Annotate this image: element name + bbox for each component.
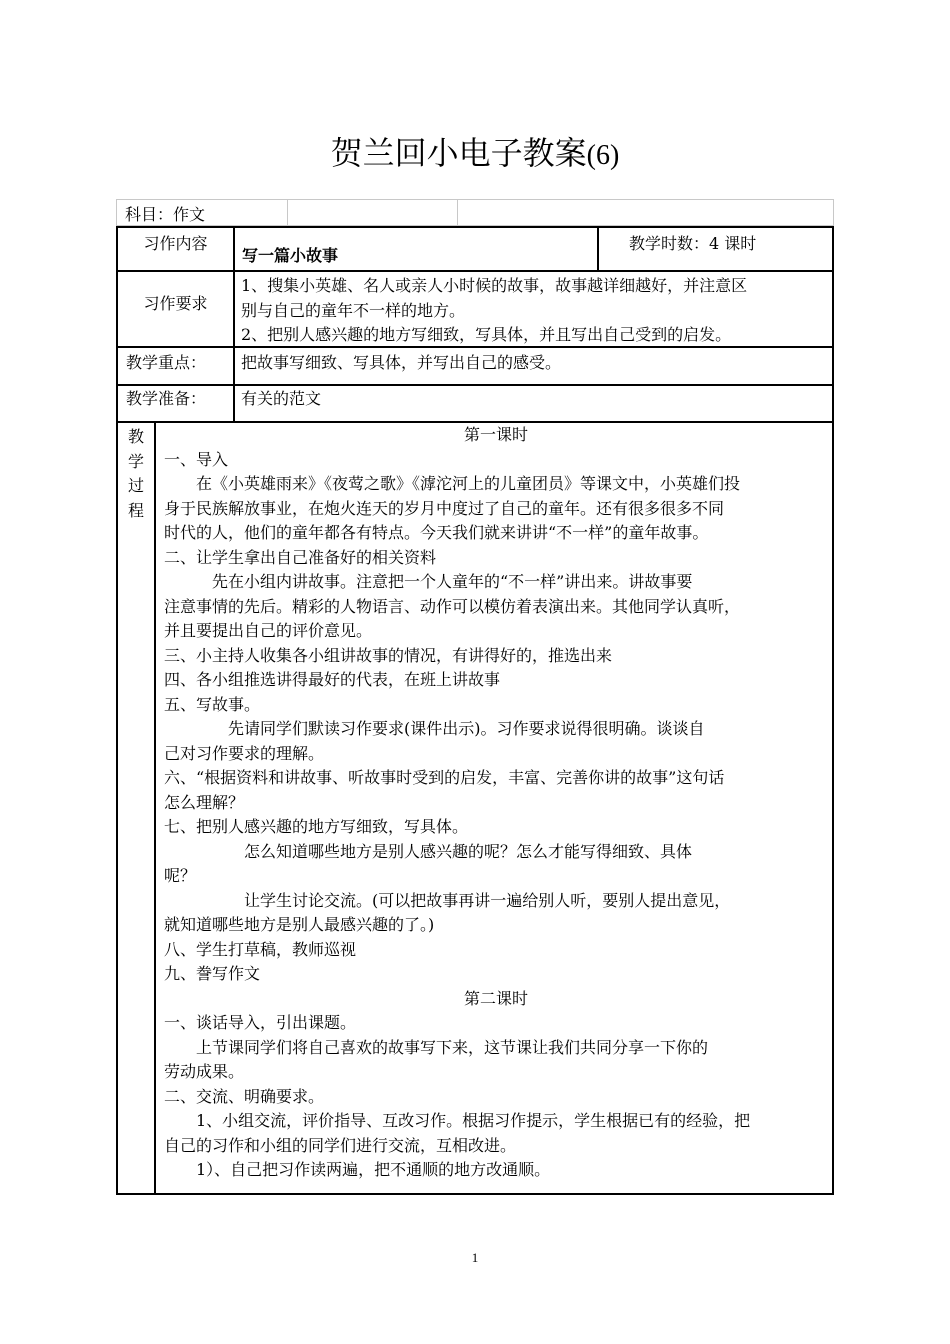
requirements-label: 习作要求 [143,294,208,313]
row-divider [118,270,832,272]
title-main: 贺兰回小电子教案 [330,134,587,172]
process-line: 己对习作要求的理解。 [164,743,325,763]
hours-column-divider [597,228,599,270]
process-line: 四、各小组推选讲得最好的代表，在班上讲故事 [164,670,501,689]
process-label-char: 过 [127,476,144,495]
title-number: (6) [586,140,620,171]
subject-label: 科目：作文 [125,205,206,224]
subject-row [116,199,834,226]
process-line: 六、“根据资料和讲故事、听故事时受到的启发，丰富、完善你讲的故事”这句话 [164,768,725,787]
process-label [118,423,154,523]
process-line: 就知道哪些地方是别人最感兴趣的了。) [164,915,435,934]
process-line: 八、学生打草稿，教师巡视 [164,939,357,959]
process-line: 劳动成果。 [164,1062,245,1081]
process-line: 1）、自己把习作读两遍，把不通顺的地方改通顺。 [164,1160,551,1179]
row-divider [118,384,832,386]
process-line: 让学生讨论交流。(可以把故事再讲一遍给别人听，要别人提出意见， [164,890,731,910]
lesson-heading: 第二课时 [463,988,528,1008]
process-line: 上节课同学们将自己喜欢的故事写下来，这节课让我们共同分享一下你的 [164,1037,709,1057]
process-line: 先请同学们默读习作要求(课件出示)。习作要求说得很明确。谈谈自 [164,719,705,738]
process-label-char: 学 [127,451,144,471]
focus-value: 把故事写细致、写具体，并写出自己的感受。 [241,353,562,372]
process-line: 五、写故事。 [164,694,261,714]
process-line: 一、导入 [164,449,229,469]
requirements-line: 1、搜集小英雄、名人或亲人小时候的故事，故事越详细越好，并注意区 [241,276,748,295]
process-line: 先在小组内讲故事。注意把一个人童年的“不一样”讲出来。讲故事要 [164,572,693,591]
process-line: 三、小主持人收集各小组讲故事的情况，有讲得好的，推选出来 [164,645,613,665]
subject-cell [117,200,288,225]
page-number: 1 [471,1250,479,1265]
lesson-table [116,226,834,1195]
process-line: 时代的人，他们的童年都各有特点。今天我们就来讲讲“不一样”的童年故事。 [164,523,709,542]
process-line: 九、誊写作文 [164,964,261,983]
requirements-text [241,274,831,348]
requirements-line: 别与自己的童年不一样的地方。 [241,300,466,320]
process-label-char: 教 [127,427,144,446]
process-line: 并且要提出自己的评价意见。 [164,621,373,640]
process-line: 怎么知道哪些地方是别人感兴趣的呢？怎么才能写得细致、具体 [164,841,693,861]
process-line: 怎么理解？ [164,792,245,812]
process-line: 二、让学生拿出自己准备好的相关资料 [164,547,437,567]
process-section [118,423,832,1193]
process-line: 一、谈话导入，引出课题。 [164,1013,357,1032]
process-line: 身于民族解放事业，在炮火连天的岁月中度过了自己的童年。还有很多很多不同 [164,498,725,518]
process-body [164,423,828,1183]
lesson-heading: 第一课时 [463,425,528,444]
label-column-divider [233,228,235,421]
page-title [0,128,950,174]
process-line: 注意事情的先后。精彩的人物语言、动作可以模仿着表演出来。其他同学认真听， [164,596,741,616]
process-line: 呢？ [164,866,197,885]
process-line: 七、把别人感兴趣的地方写细致，写具体。 [164,817,469,836]
process-line: 在《小英雄雨来》《夜莺之歌》《滹沱河上的儿童团员》等课文中，小英雄们投 [164,474,741,493]
hours-label: 教学时数：4 课时 [629,234,757,253]
process-line: 自己的习作和小组的同学们进行交流，互相改进。 [164,1135,517,1155]
requirements-line: 2、把别人感兴趣的地方写细致，写具体，并且写出自己受到的启发。 [241,325,732,344]
process-line: 1、小组交流，评价指导、互改习作。根据习作提示，学生根据已有的经验，把 [164,1111,751,1130]
empty-cell [287,200,458,225]
content-label: 习作内容 [143,234,208,253]
process-label-char: 程 [127,500,144,520]
prep-label: 教学准备： [126,389,207,408]
focus-label: 教学重点： [126,353,207,372]
process-line: 二、交流、明确要求。 [164,1086,325,1106]
content-value: 写一篇小故事 [242,246,339,265]
prep-value: 有关的范文 [241,389,322,408]
